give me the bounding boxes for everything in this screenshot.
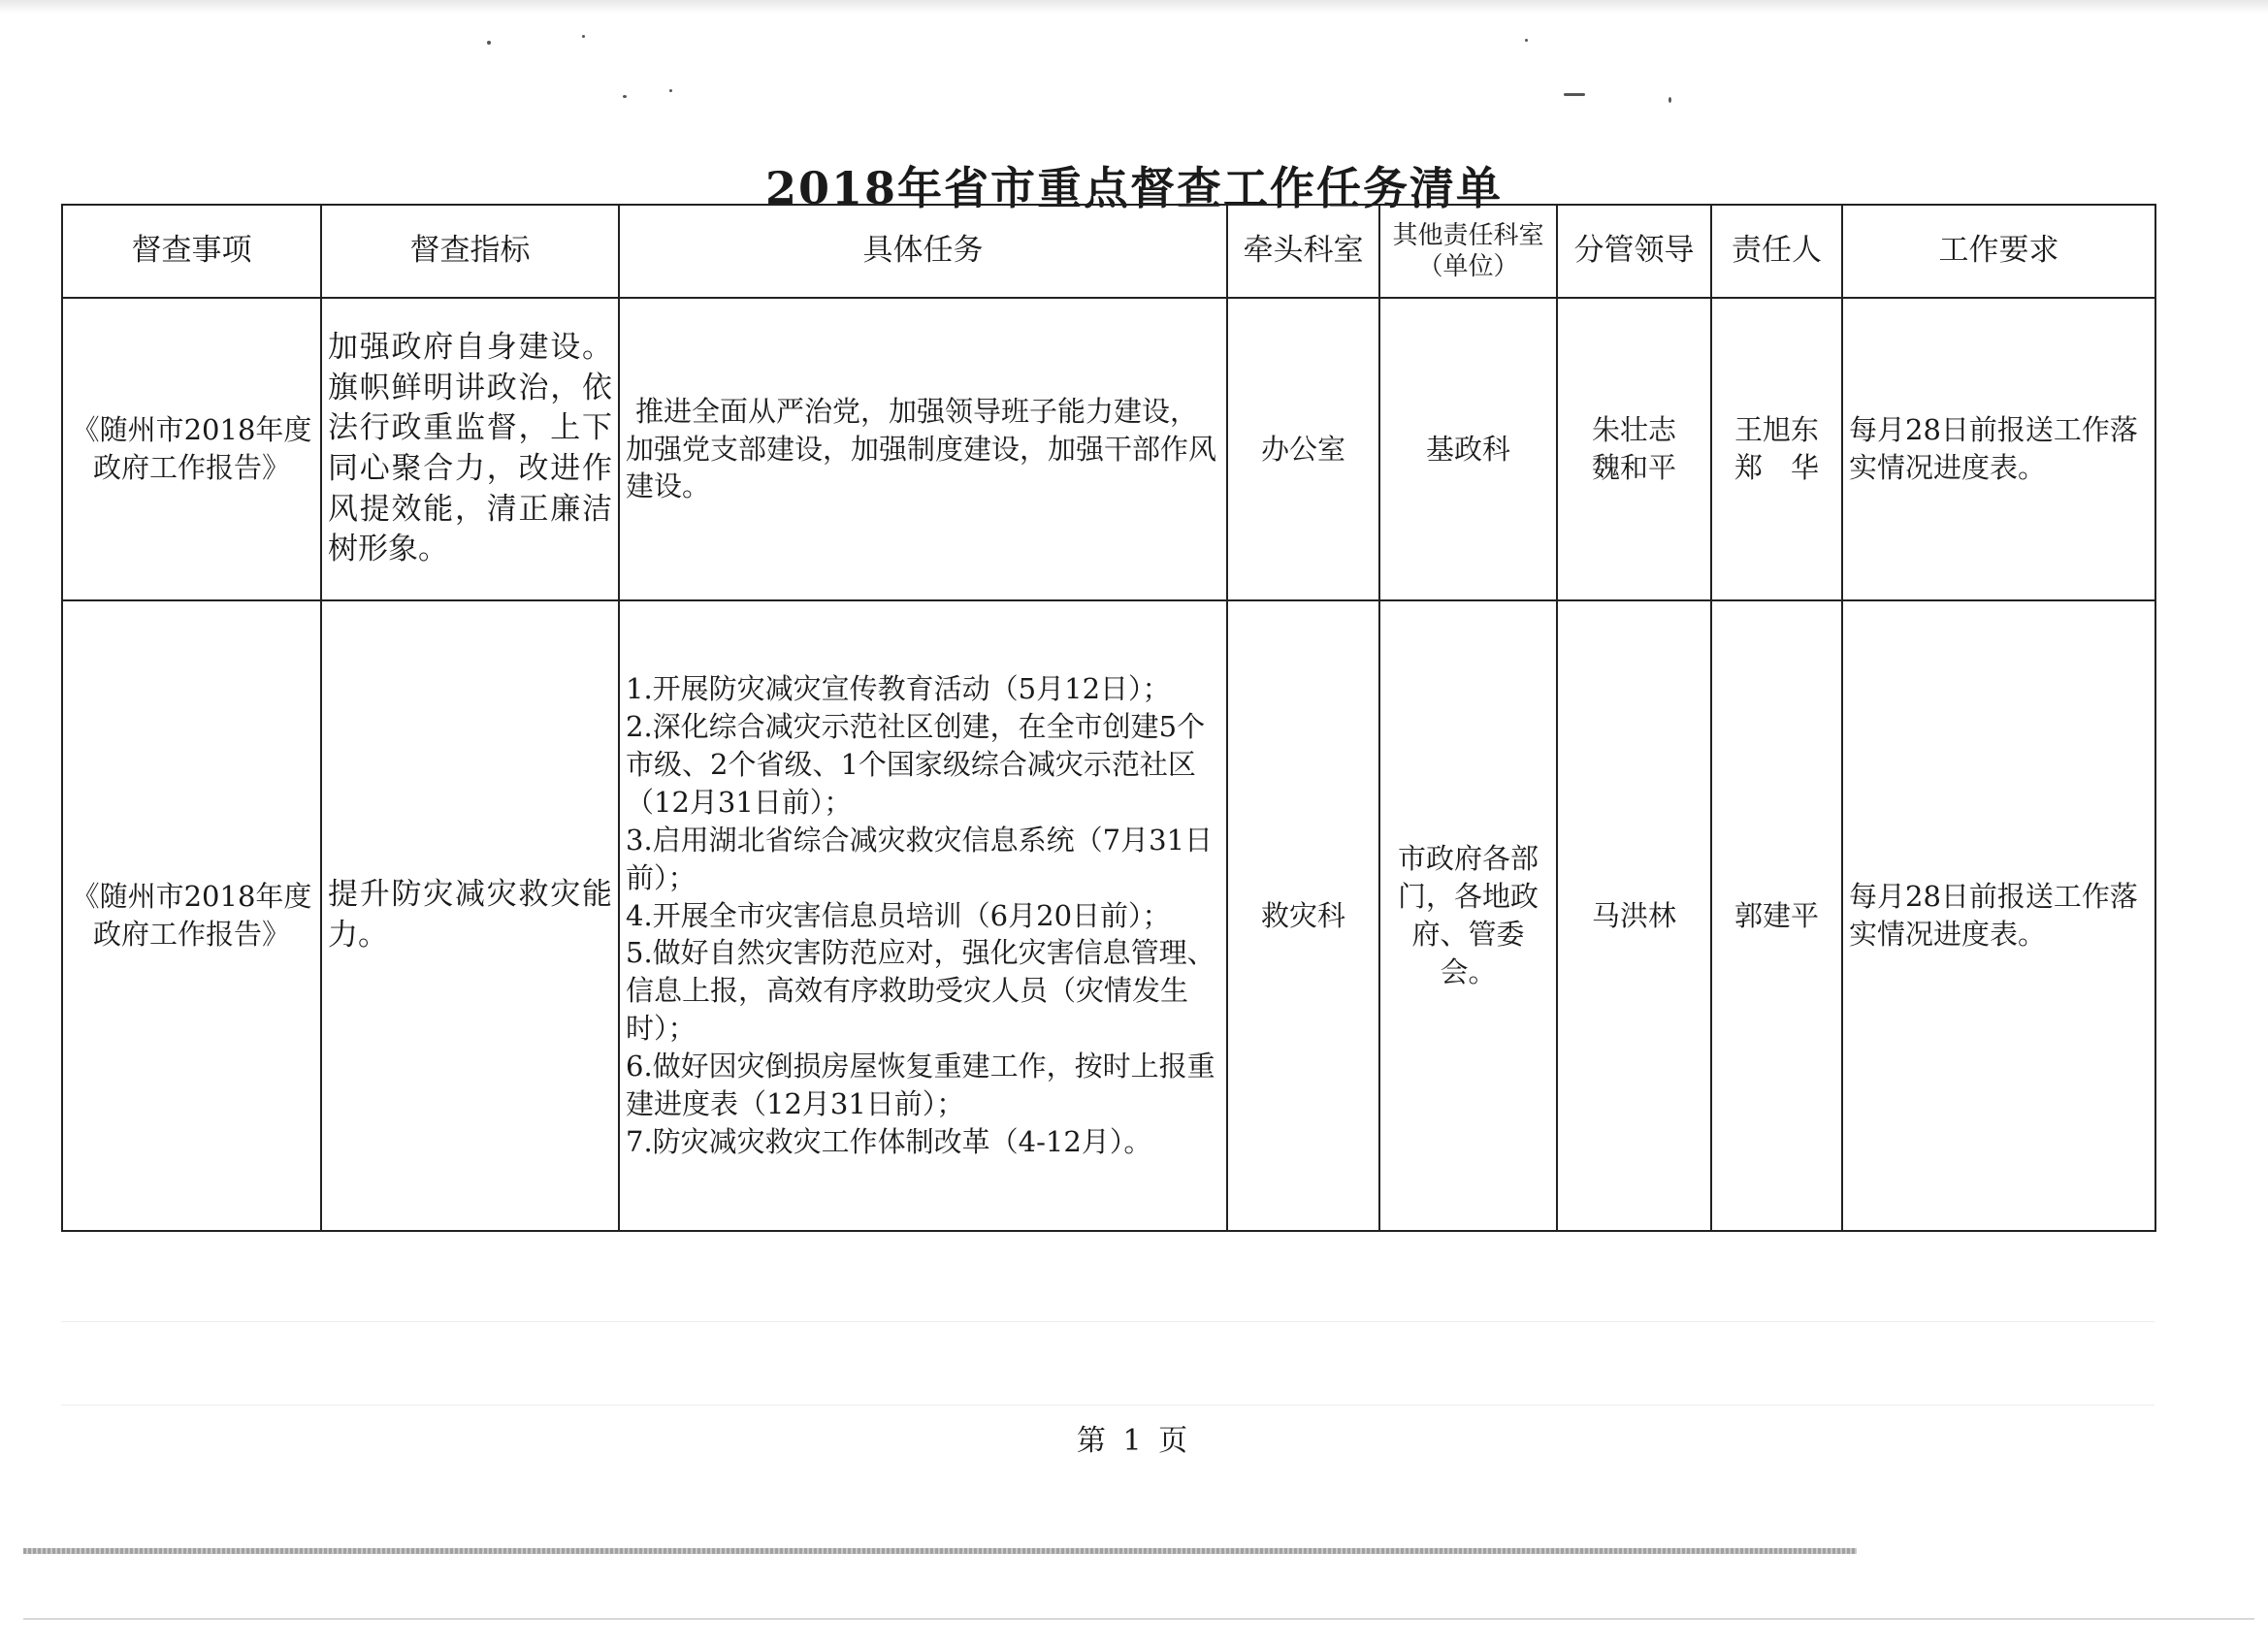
task-item: 6.做好因灾倒损房屋恢复重建工作，按时上报重建进度表（12月31日前）； [626,1050,1215,1120]
scan-edge [23,1618,2254,1620]
cell-responsible: 王旭东 郑 华 [1711,298,1842,600]
cell-indicator: 加强政府自身建设。旗帜鲜明讲政治，依法行政重监督，上下同心聚合力，改进作风提效能，清正廉洁树形象。 [321,298,619,600]
scan-speck [582,35,585,38]
scan-speck [1564,93,1585,96]
document-title: 2018年省市重点督查工作任务清单 [764,162,1504,214]
task-item: 2.深化综合减灾示范社区创建，在全市创建5个市级、2个省级、1个国家级综合减灾示范社区（12月31日前）； [626,710,1206,819]
table-row [62,298,2155,600]
cell-matter: 《随州市2018年度政府工作报告》 [62,600,321,1231]
cell-task: 推进全面从严治党，加强领导班子能力建设，加强党支部建设，加强制度建设，加强干部作风建设。 [619,298,1227,600]
task-item: 5.做好自然灾害防范应对，强化灾害信息管理、信息上报，高效有序救助受灾人员（灾情发生时）； [626,936,1215,1046]
cell-responsible: 郭建平 [1711,600,1842,1231]
cell-matter: 《随州市2018年度政府工作报告》 [62,298,321,600]
task-item: 4.开展全市灾害信息员培训（6月20日前）； [626,898,1171,932]
scan-speck [669,89,672,92]
cell-other-dept: 基政科 [1379,298,1557,600]
cell-lead-dept: 办公室 [1227,298,1379,600]
task-table [61,204,2156,1232]
task-item: 1.开展防灾减灾宣传教育活动（5月12日）； [626,672,1171,706]
task-item: 7.防灾减灾救灾工作体制改革（4-12月）。 [626,1124,1152,1158]
cell-task-list [619,600,1227,1231]
header-row [62,205,2155,298]
scan-speck [623,95,627,98]
cell-lead-dept: 救灾科 [1227,600,1379,1231]
header-leader: 分管领导 [1557,205,1711,298]
header-lead-dept: 牵头科室 [1227,205,1379,298]
header-responsible: 责任人 [1711,205,1842,298]
scan-speck [487,41,491,45]
scan-speck [1669,97,1671,103]
cell-requirement: 每月28日前报送工作落实情况进度表。 [1842,600,2155,1231]
header-indicator: 督查指标 [321,205,619,298]
scan-edge [23,1548,1857,1554]
header-requirement: 工作要求 [1842,205,2155,298]
header-matter: 督查事项 [62,205,321,298]
cell-indicator: 提升防灾减灾救灾能力。 [321,600,619,1231]
cell-other-dept: 市政府各部门，各地政府、管委会。 [1379,600,1557,1231]
task-item: 3.启用湖北省综合减灾救灾信息系统（7月31日前）； [626,823,1214,894]
cell-leader: 朱壮志 魏和平 [1557,298,1711,600]
scan-edge [0,0,2268,14]
bleed-through-rule [61,1321,2155,1322]
header-other-dept: 其他责任科室（单位） [1379,205,1557,298]
bleed-through-rule [61,1405,2155,1406]
table-row [62,600,2155,1231]
header-task: 具体任务 [619,205,1227,298]
page-number: 第 1 页 [1076,1424,1192,1458]
cell-requirement: 每月28日前报送工作落实情况进度表。 [1842,298,2155,600]
scan-speck [1525,39,1528,42]
cell-leader: 马洪林 [1557,600,1711,1231]
